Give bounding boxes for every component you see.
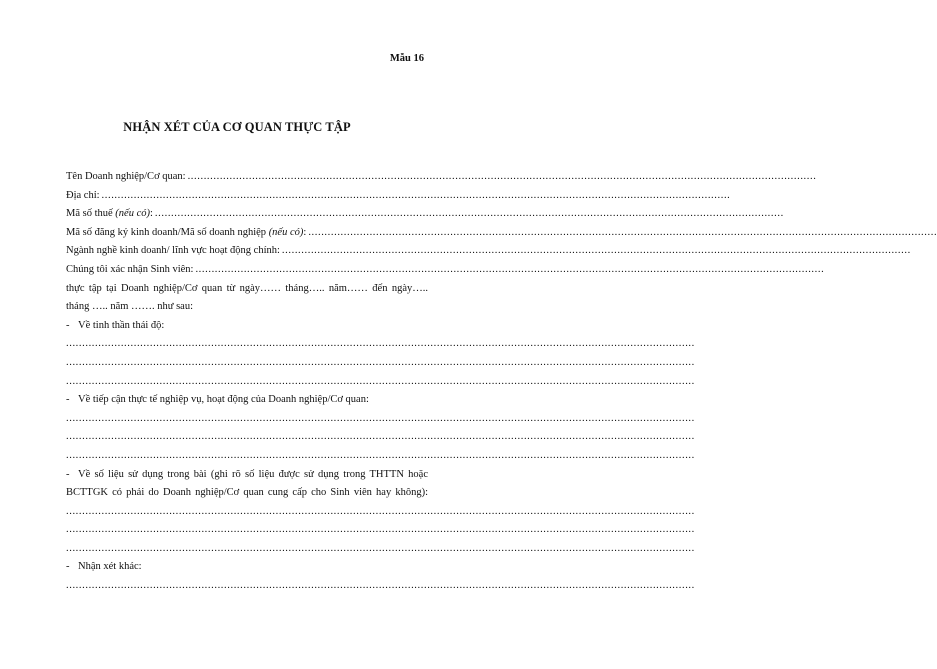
industry-blank[interactable]: ................................................................................................................................................................................................... (281, 245, 911, 257)
practice-blank-3 (66, 447, 695, 466)
industry-label: Ngành nghề kinh doanh/ lĩnh vực hoạt động chính: (66, 245, 280, 257)
data-blank[interactable]: ................................................................................................................................................................................................... (66, 542, 695, 554)
confirm-label: Chúng tôi xác nhận Sinh viên: (66, 263, 194, 275)
practice-blank-1 (66, 410, 695, 429)
bullet: - (66, 394, 70, 406)
attitude-blank-2 (66, 354, 695, 373)
confirm-line (66, 261, 825, 280)
practice-blank[interactable]: ................................................................................................................................................................................................... (66, 412, 695, 424)
period-text-2: tháng ….. năm ……. như sau: (66, 301, 194, 313)
industry-line (66, 242, 911, 261)
practice-label: Về tiếp cận thực tế nghiệp vụ, hoạt động của Doanh nghiệp/Cơ quan: (78, 394, 369, 406)
org-name-blank[interactable]: ................................................................................................................................................................................................... (187, 171, 817, 182)
practice-heading (66, 391, 428, 410)
practice-blank-2 (66, 428, 695, 447)
attitude-blank[interactable]: ................................................................................................................................................................................................... (66, 375, 695, 387)
data-blank-2 (66, 521, 695, 540)
tax-code-label: Mã số thuế (nếu có): (66, 208, 153, 220)
data-heading-1 (66, 466, 428, 485)
practice-blank[interactable]: ................................................................................................................................................................................................... (66, 449, 695, 461)
other-heading (66, 558, 428, 577)
org-name-line (66, 168, 817, 187)
attitude-blank-1 (66, 335, 695, 354)
tax-code-blank[interactable]: ................................................................................................................................................................................................... (154, 208, 784, 220)
form-code: Mẫu 16 (389, 53, 424, 64)
data-blank[interactable]: ................................................................................................................................................................................................... (66, 505, 695, 517)
period-text-1: thực tập tại Doanh nghiệp/Cơ quan từ ngày…… tháng….. năm…… đến ngày….. (66, 282, 428, 294)
data-blank-3 (66, 540, 695, 559)
other-blank-1 (66, 577, 695, 596)
address-label: Địa chỉ: (66, 189, 100, 201)
attitude-blank[interactable]: ................................................................................................................................................................................................... (66, 356, 695, 368)
data-heading-2 (66, 484, 428, 503)
address-line (66, 187, 731, 206)
business-reg-line (66, 224, 937, 243)
data-blank[interactable]: ................................................................................................................................................................................................... (66, 524, 695, 536)
business-reg-blank[interactable]: ................................................................................................................................................................................................... (308, 226, 937, 238)
bullet: - (66, 468, 70, 480)
business-reg-note: (nếu có) (268, 226, 304, 238)
data-label-1: Về số liệu sử dụng trong bài (ghi rõ số liệu được sử dụng trong THTTN hoặc (78, 468, 428, 480)
attitude-blank-3 (66, 373, 695, 392)
address-blank[interactable]: ................................................................................................................................................................................................... (101, 189, 731, 201)
attitude-heading (66, 317, 428, 336)
tax-code-note: (nếu có) (115, 208, 150, 220)
attitude-label: Về tinh thần thái độ: (78, 319, 165, 331)
org-name-label: Tên Doanh nghiệp/Cơ quan: (66, 171, 186, 182)
bullet: - (66, 561, 70, 573)
attitude-blank[interactable]: ................................................................................................................................................................................................... (66, 338, 695, 350)
tax-code-line (66, 205, 784, 224)
other-label: Nhận xét khác: (78, 561, 142, 573)
form-body (66, 168, 937, 596)
period-line-1 (66, 280, 428, 299)
other-blank[interactable]: ................................................................................................................................................................................................... (66, 580, 695, 592)
student-name-blank[interactable]: ................................................................................................................................................................................................... (195, 263, 825, 275)
business-reg-label: Mã số đăng ký kinh doanh/Mã số doanh nghiệp (nếu có): (66, 226, 307, 238)
bullet: - (66, 319, 70, 331)
document-title: NHẬN XÉT CỦA CƠ QUAN THỰC TẬP (123, 120, 351, 134)
data-label-2: BCTTGK có phải do Doanh nghiệp/Cơ quan cung cấp cho Sinh viên hay không): (66, 487, 428, 499)
data-blank-1 (66, 503, 695, 522)
practice-blank[interactable]: ................................................................................................................................................................................................... (66, 431, 695, 443)
period-line-2 (66, 298, 428, 317)
